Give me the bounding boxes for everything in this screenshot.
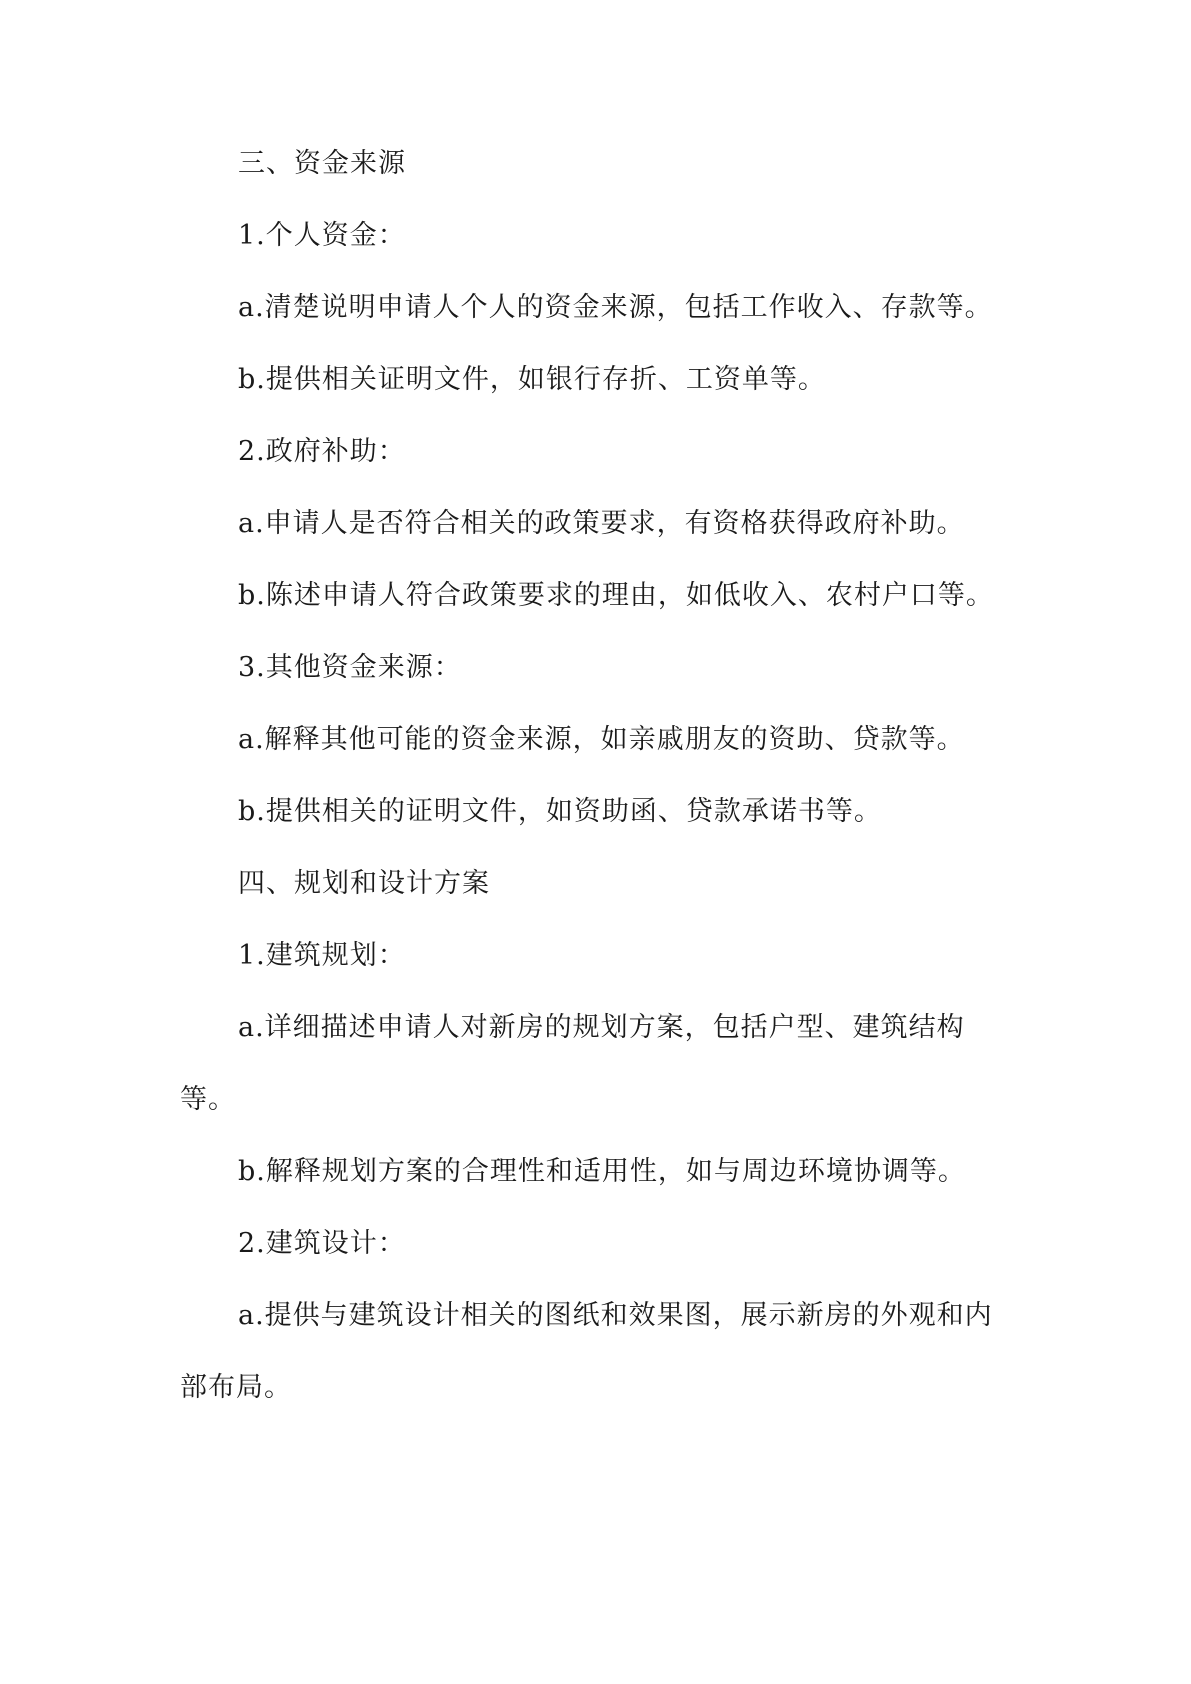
other-funding-a: a.解释其他可能的资金来源，如亲戚朋友的资助、贷款等。 xyxy=(238,724,965,755)
section-heading-funding-source: 三、资金来源 xyxy=(238,148,406,179)
other-funding-b: b.提供相关的证明文件，如资助函、贷款承诺书等。 xyxy=(238,796,882,827)
building-design-a: a.提供与建筑设计相关的图纸和效果图，展示新房的外观和内部布局。 xyxy=(180,1300,993,1403)
item-building-design: 2.建筑设计： xyxy=(238,1228,406,1259)
item-government-subsidy: 2.政府补助： xyxy=(238,436,406,467)
personal-funds-b: b.提供相关证明文件，如银行存折、工资单等。 xyxy=(238,364,826,395)
government-subsidy-b: b.陈述申请人符合政策要求的理由，如低收入、农村户口等。 xyxy=(238,580,994,611)
government-subsidy-a: a.申请人是否符合相关的政策要求，有资格获得政府补助。 xyxy=(238,508,965,539)
item-personal-funds: 1.个人资金： xyxy=(238,220,406,251)
item-other-funding: 3.其他资金来源： xyxy=(238,652,462,683)
personal-funds-a: a.清楚说明申请人个人的资金来源，包括工作收入、存款等。 xyxy=(238,292,993,323)
item-building-planning: 1.建筑规划： xyxy=(238,940,406,971)
section-heading-planning-design: 四、规划和设计方案 xyxy=(238,868,490,899)
building-planning-b: b.解释规划方案的合理性和适用性，如与周边环境协调等。 xyxy=(238,1156,966,1187)
building-planning-a: a.详细描述申请人对新房的规划方案，包括户型、建筑结构等。 xyxy=(180,1012,965,1115)
